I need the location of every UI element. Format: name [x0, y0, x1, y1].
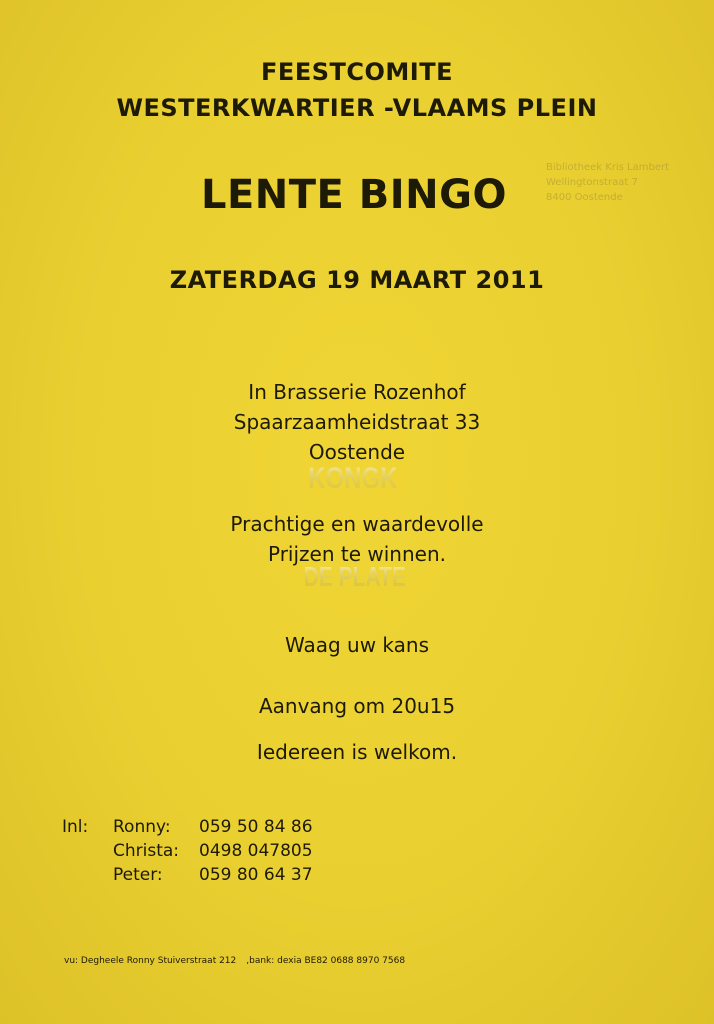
- venue-name: In Brasserie Rozenhof: [248, 380, 466, 404]
- contact-prefix: Inl:: [62, 817, 89, 837]
- prizes-line-1: Prachtige en waardevolle: [230, 512, 484, 536]
- library-watermark: [300, 446, 410, 606]
- contact-phone: 059 50 84 86: [199, 817, 313, 837]
- contact-phone: 0498 047805: [199, 841, 313, 861]
- contact-phone: 059 80 64 37: [199, 865, 313, 885]
- prizes-line-2: Prijzen te winnen.: [268, 542, 446, 566]
- contact-name: Christa:: [113, 841, 180, 861]
- welcome-text: Iedereen is welkom.: [256, 740, 458, 764]
- watermark-text-2: DE PLATE: [303, 562, 406, 593]
- stamp-line-3: 8400 Oostende: [546, 192, 623, 203]
- watermark-text-1: KONGK: [308, 460, 398, 495]
- stamp-line-1: Bibliotheek Kris Lambert: [546, 162, 670, 173]
- start-time: Aanvang om 20u15: [258, 694, 456, 718]
- organizer-line-2: WESTERKWARTIER -VLAAMS PLEIN: [116, 94, 598, 122]
- tagline: Waag uw kans: [284, 633, 430, 657]
- venue-city: Oostende: [308, 440, 406, 464]
- organizer-line-1: FEESTCOMITE: [261, 58, 453, 86]
- venue-street: Spaarzaamheidstraat 33: [233, 410, 481, 434]
- contact-name: Ronny:: [113, 817, 171, 837]
- footer-bank: ,bank: dexia BE82 0688 8970 7568: [246, 956, 406, 966]
- event-title: LENTE BINGO: [200, 172, 507, 218]
- event-date: ZATERDAG 19 MAART 2011: [169, 266, 545, 294]
- footer-legal: [64, 956, 405, 966]
- contact-name: Peter:: [113, 865, 163, 885]
- stamp-line-2: Wellingtonstraat 7: [546, 177, 638, 188]
- footer-publisher: vu: Degheele Ronny Stuiverstraat 212: [64, 956, 237, 966]
